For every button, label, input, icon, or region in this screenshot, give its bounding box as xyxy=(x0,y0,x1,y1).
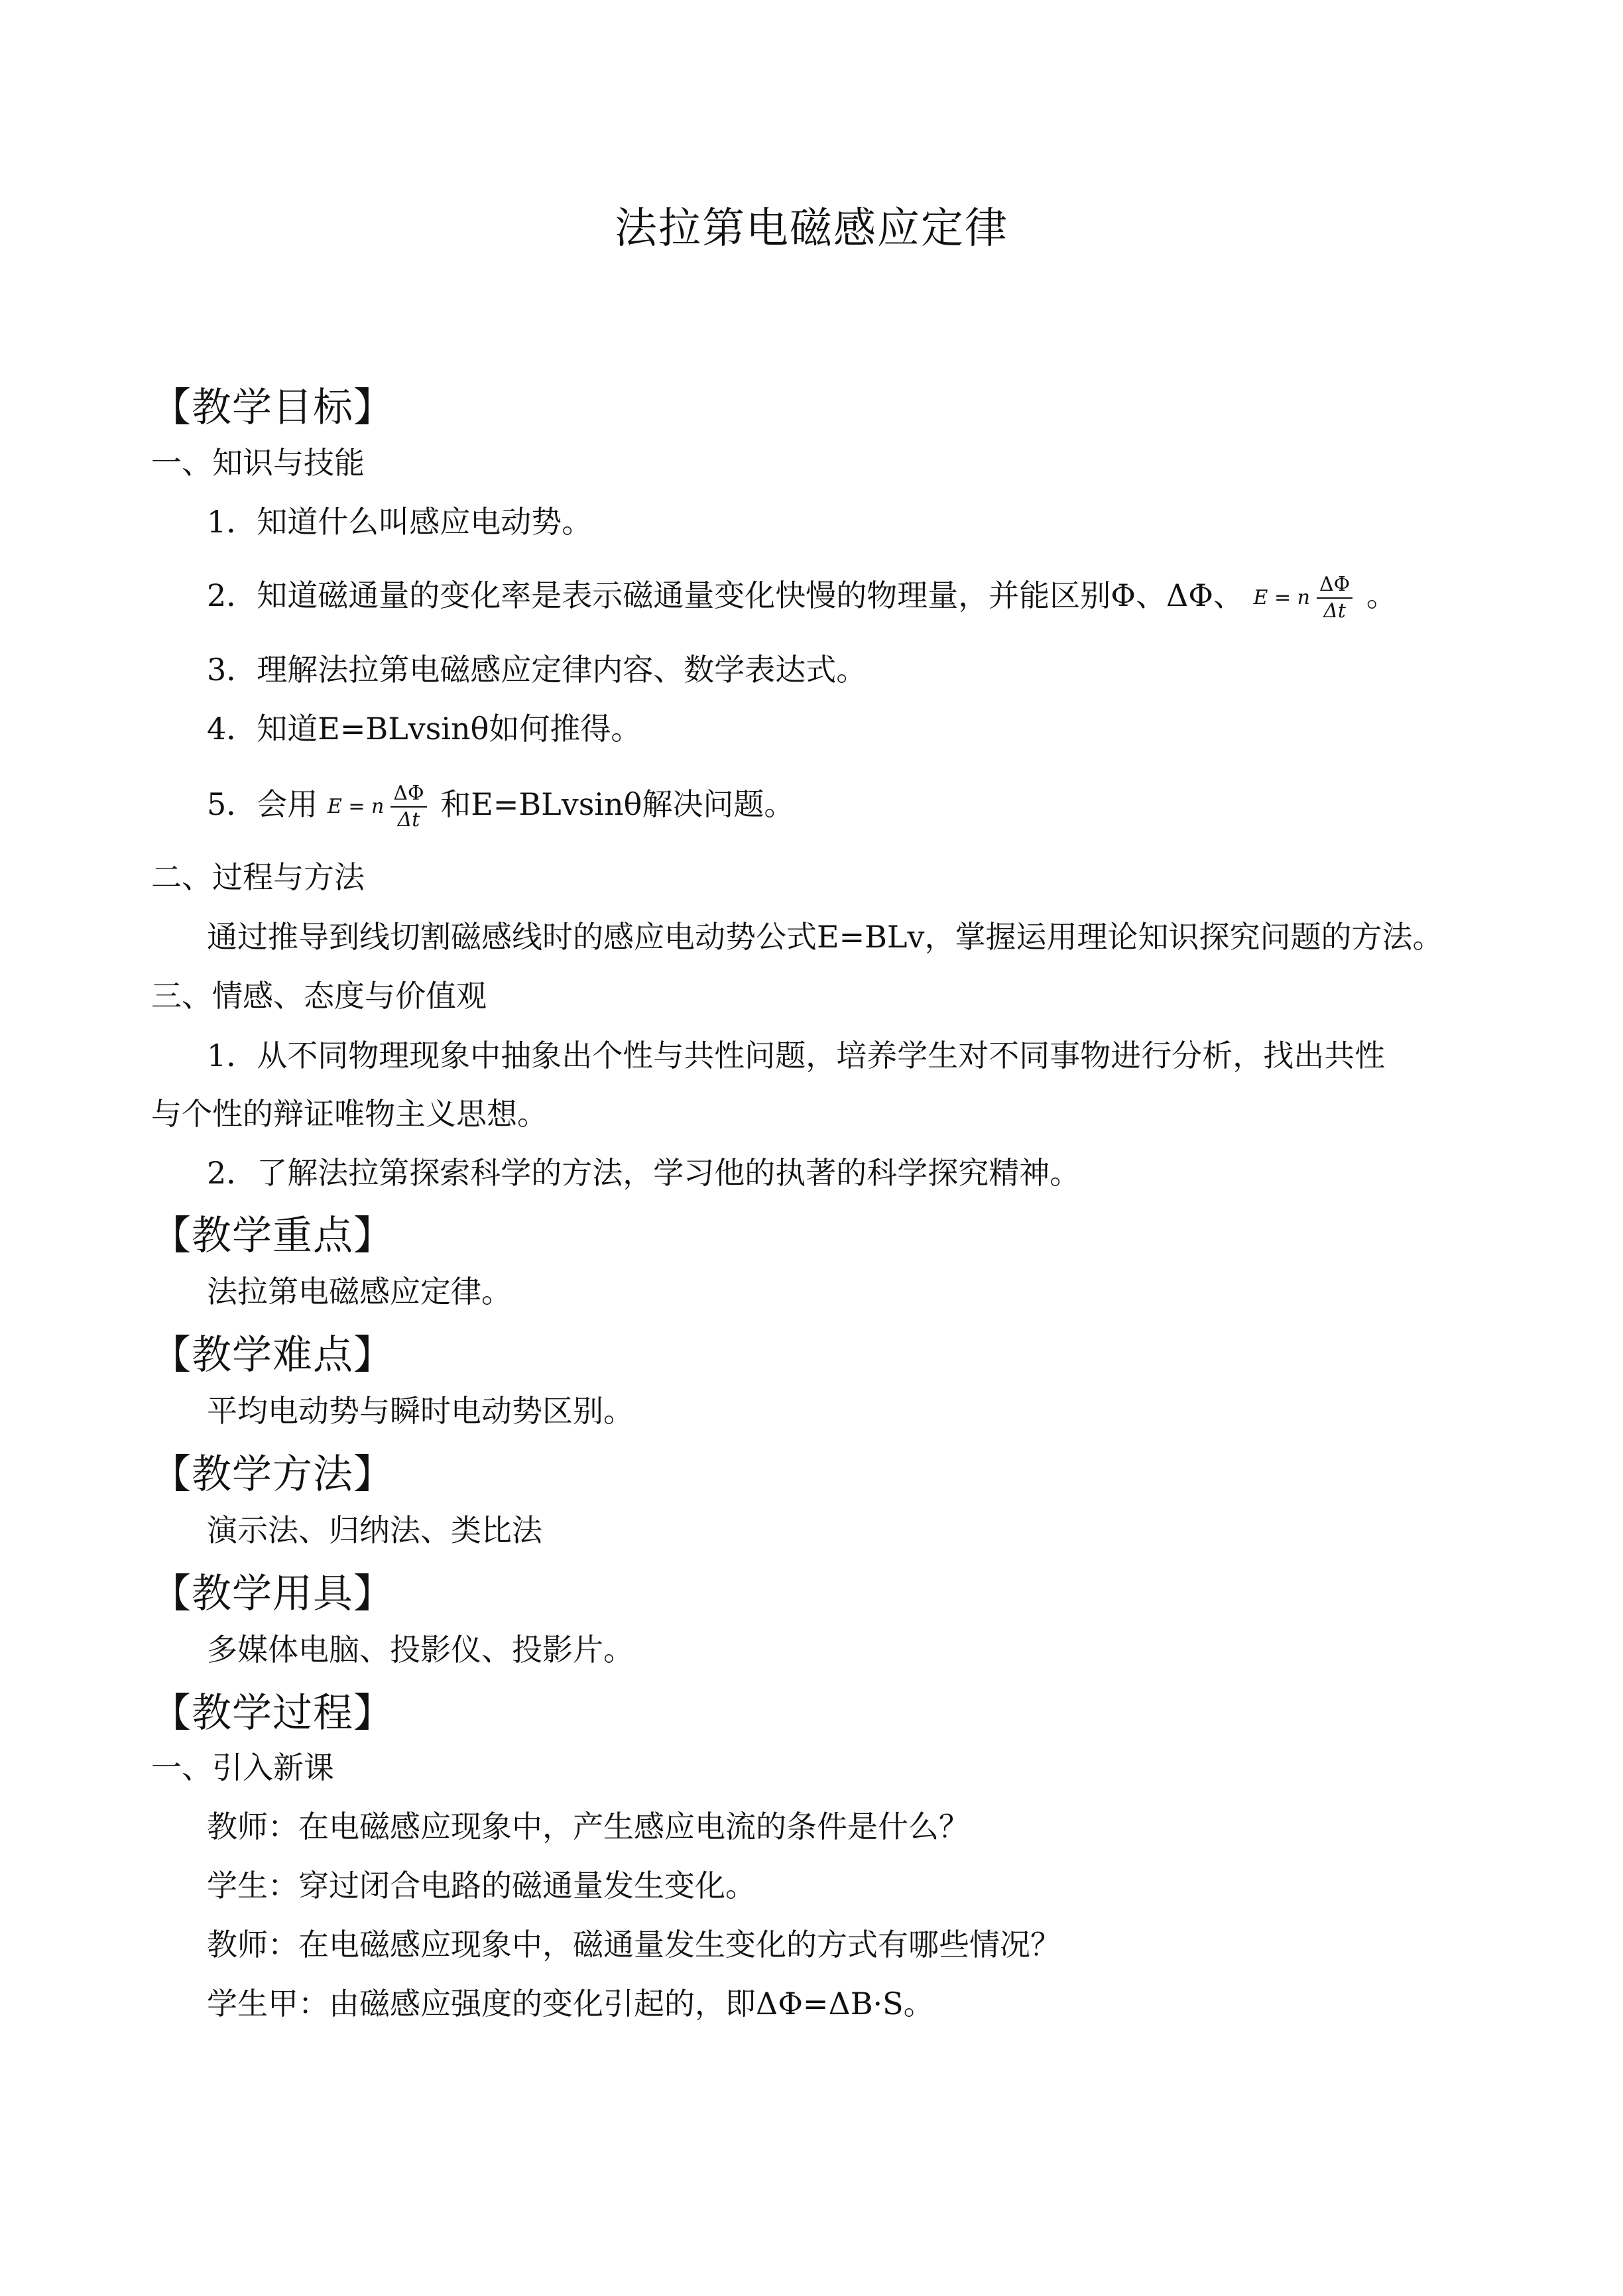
formula-denominator: Δt xyxy=(1323,599,1346,623)
paragraph: 法拉第电磁感应定律。 xyxy=(207,1274,512,1309)
formula-numerator: ΔΦ xyxy=(1317,572,1352,599)
paragraph: 多媒体电脑、投影仪、投影片。 xyxy=(207,1632,634,1667)
subsection-heading: 二、过程与方法 xyxy=(151,859,365,895)
formula-denominator: Δt xyxy=(397,808,420,831)
list-item: 1．从不同物理现象中抽象出个性与共性问题，培养学生对不同事物进行分析，找出共性 xyxy=(207,1038,1386,1073)
dialogue-line: 学生：穿过闭合电路的磁通量发生变化。 xyxy=(207,1868,756,1903)
dialogue-line: 学生甲：由磁感应强度的变化引起的，即ΔΦ=ΔB·S。 xyxy=(207,1986,934,2022)
formula-fraction xyxy=(1317,572,1352,624)
list-item: 4．知道E=BLvsinθ如何推得。 xyxy=(207,711,642,747)
section-heading-goals: 【教学目标】 xyxy=(151,385,394,431)
subsection-heading: 三、情感、态度与价值观 xyxy=(151,978,487,1014)
section-heading-method: 【教学方法】 xyxy=(151,1451,394,1498)
formula-numerator: ΔΦ xyxy=(391,781,426,808)
list-item xyxy=(207,781,794,833)
formula-lhs: E = n xyxy=(1253,586,1310,609)
subsection-heading: 一、引入新课 xyxy=(151,1750,334,1785)
list-item-text: 5．会用 xyxy=(207,786,318,822)
formula-fraction xyxy=(391,781,426,833)
dialogue-line: 教师：在电磁感应现象中，磁通量发生变化的方式有哪些情况？ xyxy=(207,1927,1061,1963)
section-heading-tools: 【教学用具】 xyxy=(151,1571,394,1617)
page-title: 法拉第电磁感应定律 xyxy=(615,204,1008,253)
formula-emf xyxy=(328,781,431,833)
dialogue-line: 教师：在电磁感应现象中，产生感应电流的条件是什么？ xyxy=(207,1809,969,1844)
list-item-text: 和E=BLvsinθ解决问题。 xyxy=(440,786,795,822)
list-item-continuation: 与个性的辩证唯物主义思想。 xyxy=(151,1096,548,1132)
formula-lhs: E = n xyxy=(327,795,385,818)
list-item: 2．了解法拉第探索科学的方法，学习他的执著的科学探究精神。 xyxy=(207,1155,1081,1191)
paragraph: 平均电动势与瞬时电动势区别。 xyxy=(207,1393,634,1429)
list-item: 3．理解法拉第电磁感应定律内容、数学表达式。 xyxy=(207,652,867,688)
list-item: 1．知道什么叫感应电动势。 xyxy=(207,504,593,540)
paragraph: 演示法、归纳法、类比法 xyxy=(207,1512,542,1548)
list-item-text: 2．知道磁通量的变化率是表示磁通量变化快慢的物理量，并能区别Φ、ΔΦ、 xyxy=(207,577,1244,613)
subsection-heading: 一、知识与技能 xyxy=(151,445,365,481)
section-heading-key: 【教学重点】 xyxy=(151,1213,394,1259)
formula-emf xyxy=(1254,572,1357,624)
paragraph: 通过推导到线切割磁感线时的感应电动势公式E=BLv，掌握运用理论知识探究问题的方法。 xyxy=(207,919,1443,955)
list-item-text: 。 xyxy=(1366,577,1397,613)
section-heading-difficulty: 【教学难点】 xyxy=(151,1332,394,1378)
list-item xyxy=(207,572,1397,624)
section-heading-process: 【教学过程】 xyxy=(151,1690,394,1736)
